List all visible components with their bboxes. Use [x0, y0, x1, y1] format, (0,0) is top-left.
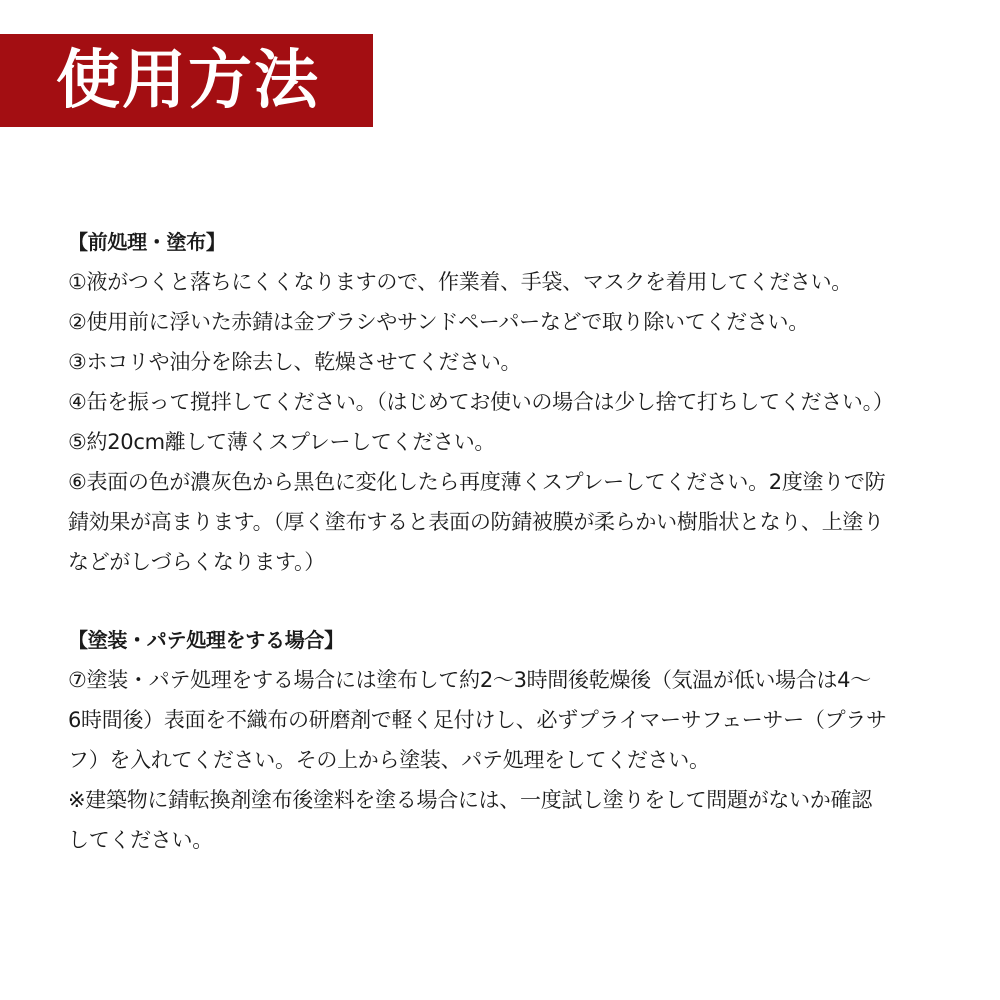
instruction-line: してください。 [68, 828, 213, 852]
instruction-line: ⑥表面の色が濃灰色から黒色に変化したら再度薄くスプレーしてください。2度塗りで防 [68, 470, 886, 494]
instruction-line: ③ホコリや油分を除去し、乾燥させてください。 [68, 350, 522, 374]
instruction-line: 錆効果が高まります。（厚く塗布すると表面の防錆被膜が柔らかい樹脂状となり、上塗り [68, 510, 884, 534]
instruction-line: ②使用前に浮いた赤錆は金ブラシやサンドペーパーなどで取り除いてください。 [68, 310, 809, 334]
title-banner [0, 34, 373, 127]
instruction-line: ⑦塗装・パテ処理をする場合には塗布して約2～3時間後乾燥後（気温が低い場合は4～ [68, 668, 871, 692]
section-heading: 【塗装・パテ処理をする場合】 [68, 628, 344, 652]
instruction-line: ①液がつくと落ちにくくなりますので、作業着、手袋、マスクを着用してください。 [68, 270, 853, 294]
instruction-line: ※建築物に錆転換剤塗布後塗料を塗る場合には、一度試し塗りをして問題がないか確認 [68, 788, 872, 812]
instruction-line: 6時間後）表面を不織布の研磨剤で軽く足付けし、必ずプライマーサフェーサー（プラサ [68, 708, 887, 732]
section-painting-putty [68, 620, 958, 860]
section-pretreatment [68, 222, 958, 582]
page-title: 使用方法 [56, 43, 320, 118]
instruction-line: ④缶を振って撹拌してください。（はじめてお使いの場合は少し捨て打ちしてください。） [68, 390, 894, 414]
instruction-line: などがしづらくなります。） [68, 550, 325, 574]
instruction-line: ⑤約20cm離して薄くスプレーしてください。 [68, 430, 496, 454]
section-heading: 【前処理・塗布】 [68, 230, 226, 254]
instruction-line: フ）を入れてください。その上から塗装、パテ処理をしてください。 [68, 748, 710, 772]
